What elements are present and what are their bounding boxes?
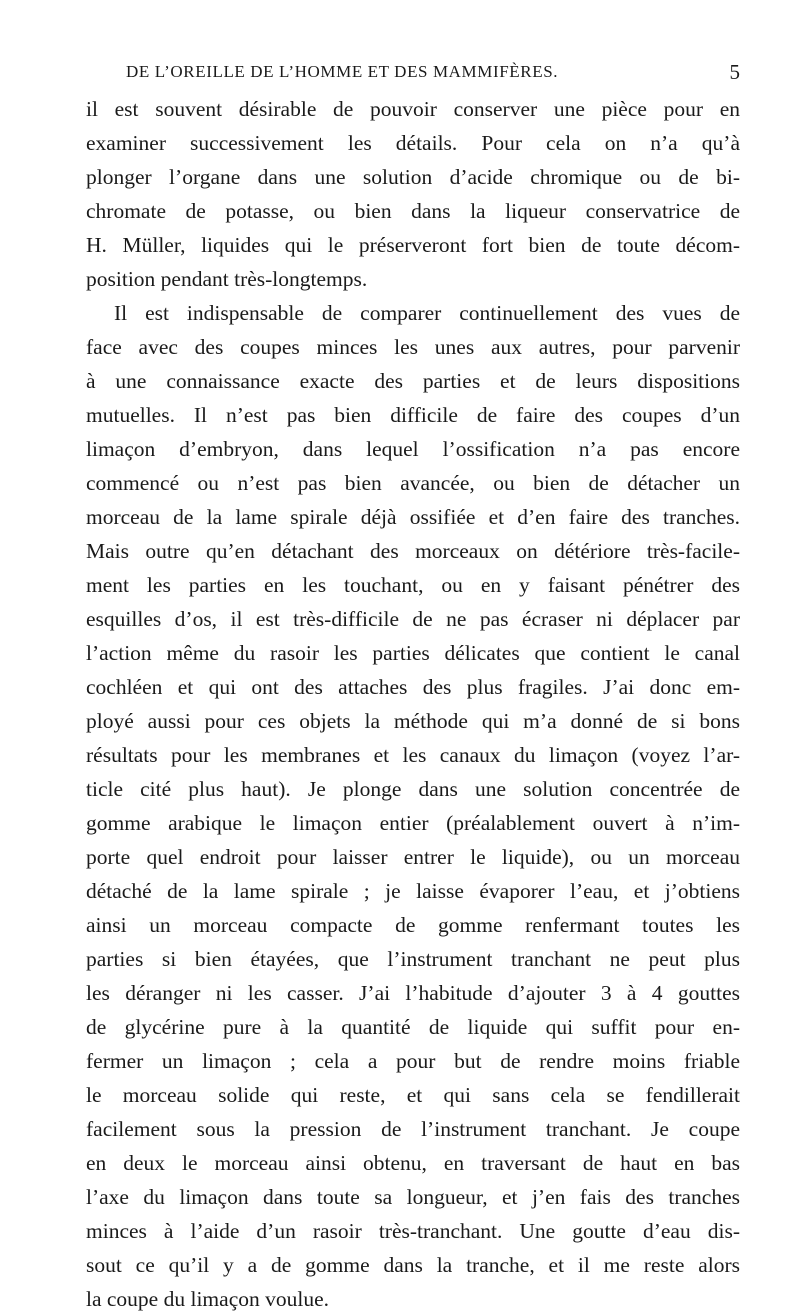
- paragraph: [86, 92, 740, 296]
- text-line: le morceau solide qui reste, et qui sans cela se fendillerait: [86, 1083, 740, 1107]
- text-line: de glycérine pure à la quantité de liquide qui suffit pour en-: [86, 1015, 740, 1039]
- text-line: plonger l’organe dans une solution d’acide chromique ou de bi-: [86, 165, 740, 189]
- text-line: cochléen et qui ont des attaches des plus fragiles. J’ai donc em-: [86, 675, 740, 699]
- paragraph: [86, 296, 740, 1316]
- text-line: l’action même du rasoir les parties délicates que contient le canal: [86, 641, 740, 665]
- text-line: en deux le morceau ainsi obtenu, en traversant de haut en bas: [86, 1151, 740, 1175]
- text-line: gomme arabique le limaçon entier (préalablement ouvert à n’im-: [86, 811, 740, 835]
- text-line: H. Müller, liquides qui le préserveront fort bien de toute décom-: [86, 233, 740, 257]
- text-line: commencé ou n’est pas bien avancée, ou bien de détacher un: [86, 471, 740, 495]
- text-line: Il est indispensable de comparer continuellement des vues de: [114, 301, 740, 325]
- text-line: il est souvent désirable de pouvoir conserver une pièce pour en: [86, 97, 740, 121]
- text-line: parties si bien étayées, que l’instrument tranchant ne peut plus: [86, 947, 740, 971]
- text-line: minces à l’aide d’un rasoir très-tranchant. Une goutte d’eau dis-: [86, 1219, 740, 1243]
- text-line: la coupe du limaçon voulue.: [86, 1287, 329, 1311]
- text-line: ment les parties en les touchant, ou en y faisant pénétrer des: [86, 573, 740, 597]
- text-line: l’axe du limaçon dans toute sa longueur, et j’en fais des tranches: [86, 1185, 740, 1209]
- text-line: ainsi un morceau compacte de gomme renfermant toutes les: [86, 913, 740, 937]
- text-line: morceau de la lame spirale déjà ossifiée et d’en faire des tranches.: [86, 505, 740, 529]
- text-line: fermer un limaçon ; cela a pour but de rendre moins friable: [86, 1049, 740, 1073]
- text-line: ticle cité plus haut). Je plonge dans une solution concentrée de: [86, 777, 740, 801]
- text-line: à une connaissance exacte des parties et de leurs dispositions: [86, 369, 740, 393]
- text-line: facilement sous la pression de l’instrument tranchant. Je coupe: [86, 1117, 740, 1141]
- text-line: porte quel endroit pour laisser entrer le liquide), ou un morceau: [86, 845, 740, 869]
- text-line: détaché de la lame spirale ; je laisse évaporer l’eau, et j’obtiens: [86, 879, 740, 903]
- text-line: chromate de potasse, ou bien dans la liqueur conservatrice de: [86, 199, 740, 223]
- text-line: ployé aussi pour ces objets la méthode qui m’a donné de si bons: [86, 709, 740, 733]
- text-line: mutuelles. Il n’est pas bien difficile de faire des coupes d’un: [86, 403, 740, 427]
- body-text: [86, 92, 740, 1316]
- text-line: limaçon d’embryon, dans lequel l’ossification n’a pas encore: [86, 437, 740, 461]
- text-line: position pendant très-longtemps.: [86, 267, 368, 291]
- page-number: 5: [729, 60, 740, 84]
- text-line: résultats pour les membranes et les canaux du limaçon (voyez l’ar-: [86, 743, 740, 767]
- text-line: face avec des coupes minces les unes aux autres, pour parvenir: [86, 335, 740, 359]
- text-line: examiner successivement les détails. Pour cela on n’a qu’à: [86, 131, 740, 155]
- running-title: DE L’OREILLE DE L’HOMME ET DES MAMMIFÈRES.: [126, 62, 559, 81]
- text-line: les déranger ni les casser. J’ai l’habitude d’ajouter 3 à 4 gouttes: [86, 981, 740, 1005]
- running-head: [88, 62, 740, 92]
- text-line: Mais outre qu’en détachant des morceaux on détériore très-facile-: [86, 539, 740, 563]
- text-line: sout ce qu’il y a de gomme dans la tranche, et il me reste alors: [86, 1253, 740, 1277]
- text-line: esquilles d’os, il est très-difficile de ne pas écraser ni déplacer par: [86, 607, 740, 631]
